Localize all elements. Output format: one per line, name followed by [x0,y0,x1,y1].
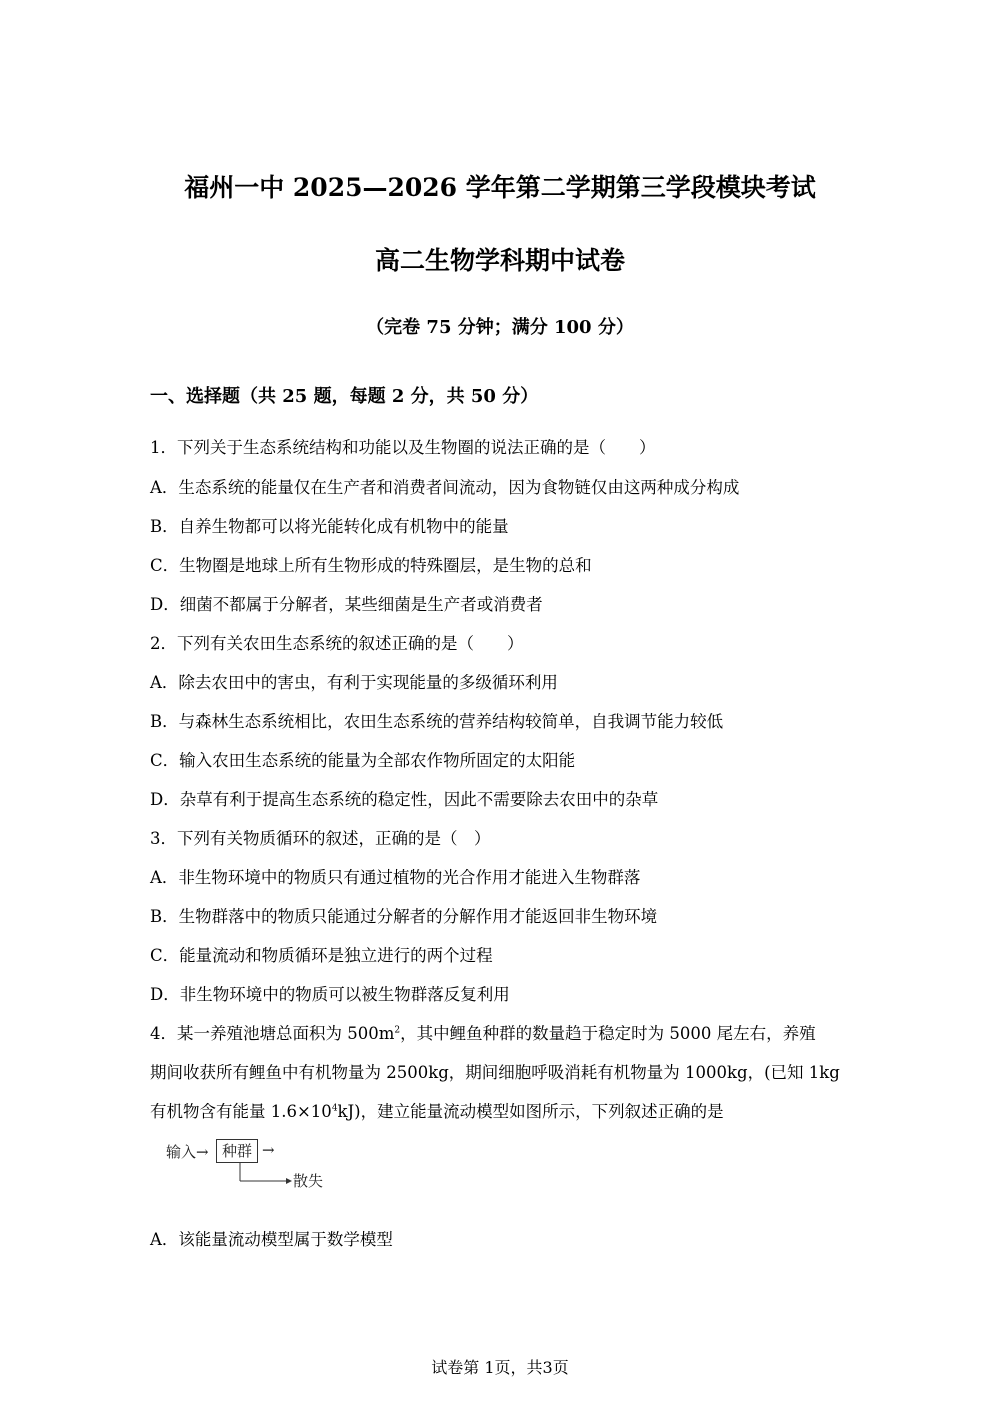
question-4-text: 4．某一养殖池塘总面积为 500m [150,1024,395,1043]
question-4-text: kJ)，建立能量流动模型如图所示，下列叙述正确的是 [337,1102,724,1121]
question-3-option-d: D．非生物环境中的物质可以被生物群落反复利用 [150,985,510,1004]
superscript: 4 [331,1103,338,1114]
question-1-option-c: C．生物圈是地球上所有生物形成的特殊圈层，是生物的总和 [150,556,592,575]
question-2-option-d: D．杂草有利于提高生态系统的稳定性，因此不需要除去农田中的杂草 [150,790,659,809]
question-4-text: 有机物含有能量 1.6×10 [150,1102,332,1121]
question-4-text: ，其中鲤鱼种群的数量趋于稳定时为 5000 尾左右，养殖 [400,1024,816,1043]
diagram-population-box: 种群 [216,1139,258,1163]
question-1-stem: 1．下列关于生态系统结构和功能以及生物圈的说法正确的是（ ） [150,438,656,457]
question-3-option-c: C．能量流动和物质循环是独立进行的两个过程 [150,946,493,965]
question-3-option-b: B．生物群落中的物质只能通过分解者的分解作用才能返回非生物环境 [150,907,658,926]
exam-info: （完卷 75 分钟；满分 100 分） [366,317,634,338]
exam-title: 福州一中 2025—2026 学年第二学期第三学段模块考试 [184,173,816,202]
question-2-option-a: A．除去农田中的害虫，有利于实现能量的多级循环利用 [150,673,558,692]
question-3-option-a: A．非生物环境中的物质只有通过植物的光合作用才能进入生物群落 [150,868,641,887]
question-1-option-b: B．自养生物都可以将光能转化成有机物中的能量 [150,517,509,536]
question-3-stem: 3．下列有关物质循环的叙述，正确的是（ ） [150,829,491,848]
question-4-line-3 [150,1101,724,1123]
question-2-stem: 2．下列有关农田生态系统的叙述正确的是（ ） [150,634,524,653]
question-4-line-1 [150,1023,816,1045]
diagram-output-arrow: → [262,1141,275,1159]
diagram-input-label: 输入→ [166,1143,209,1161]
question-1-option-d: D．细菌不都属于分解者，某些细菌是生产者或消费者 [150,595,543,614]
page-footer: 试卷第 1页，共3页 [431,1358,569,1377]
question-2-option-c: C．输入农田生态系统的能量为全部农作物所固定的太阳能 [150,751,576,770]
superscript: 2 [394,1025,401,1036]
question-2-option-b: B．与森林生态系统相比，农田生态系统的营养结构较简单，自我调节能力较低 [150,712,724,731]
energy-flow-diagram [160,1135,360,1195]
diagram-loss-arrow-icon [160,1135,360,1195]
exam-subtitle: 高二生物学科期中试卷 [374,246,625,275]
section-heading: 一、选择题（共 25 题，每题 2 分，共 50 分） [150,386,539,407]
question-1-option-a: A．生态系统的能量仅在生产者和消费者间流动，因为食物链仅由这两种成分构成 [150,478,740,497]
question-4-option-a: A．该能量流动模型属于数学模型 [150,1230,393,1249]
question-4-line-2: 期间收获所有鲤鱼中有机物量为 2500kg，期间细胞呼吸消耗有机物量为 1000kg，(已知 1kg [150,1063,840,1082]
diagram-loss-label: 散失 [293,1172,324,1190]
